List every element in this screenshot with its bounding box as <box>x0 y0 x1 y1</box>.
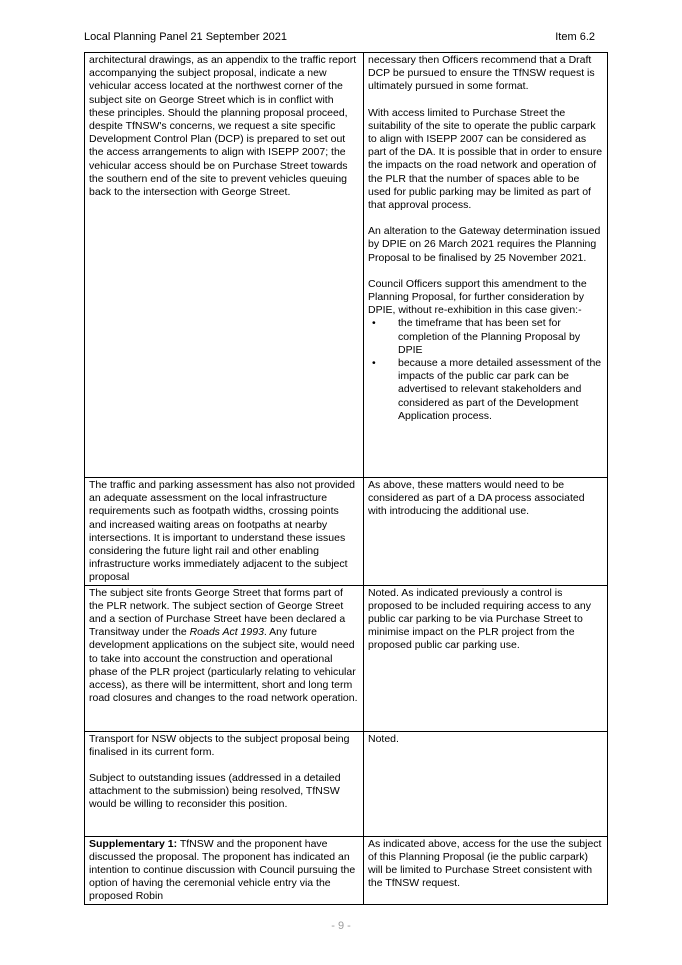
submission-paragraph <box>89 587 359 706</box>
response-paragraph: As above, these matters would need to be considered as part of a DA process associated with introducing the additional use. <box>368 479 585 518</box>
submission-cell <box>85 53 364 478</box>
response-paragraph: An alteration to the Gateway determination issued by DPIE on 26 March 2021 requires the Planning Proposal to be finalised by 25 November 2021. <box>368 225 601 264</box>
submission-paragraph: The traffic and parking assessment has also not provided an adequate assessment on the local infrastructure requirements such as footpath widths, crossing points and increased waiting areas on footpaths at nearby intersections. It is important to understand these issues considering the future light rail and other enabling infrastructure works immediately adjacent to the subject proposal <box>89 479 355 584</box>
submission-text: TfNSW and the proponent have discussed the proposal. The proponent has indicated an intention to continue discussion with Council pursuing the option of having the ceremonial vehicle entry via the proposed Robin <box>89 837 356 903</box>
submission-cell <box>85 836 364 904</box>
response-cell <box>364 478 608 586</box>
table-row <box>85 585 608 731</box>
submissions-table <box>84 52 608 905</box>
response-paragraph: Council Officers support this amendment to the Planning Proposal, for further consideration by DPIE, without re-exhibition in this case given:- <box>368 277 587 317</box>
act-name: Roads Act 1993 <box>189 626 264 639</box>
supplementary-label: Supplementary 1: <box>89 837 178 850</box>
submission-paragraph: architectural drawings, as an appendix to the traffic report accompanying the subject proposal, indicate a new vehicular access located at the northwest corner of the subject site on George Street which is in conflict with these principles. Should the planning proposal proceed, despite TfNSW's concerns, we request a site specific Development Control Plan (DCP) is prepared to set out the access arrangements to align with ISEPP 2007; the vehicular access should be on Purchase Street towards the southern end of the site to prevent vehicles queuing back to the intersection with George Street. <box>89 54 357 199</box>
submission-text: The subject site fronts George Street that forms part of the PLR network. The subject section of George Street and a section of Purchase Street have been declared a Transitway under the <box>89 586 346 639</box>
response-cell <box>364 836 608 904</box>
submission-cell <box>85 731 364 836</box>
submission-paragraph: Subject to outstanding issues (addressed in a detailed attachment to the submission) being resolved, TfNSW would be willing to reconsider this position. <box>89 772 341 811</box>
submission-paragraph: Transport for NSW objects to the subject proposal being finalised in its current form. <box>89 732 350 758</box>
table-row <box>85 53 608 478</box>
submission-cell <box>85 585 364 731</box>
list-item: • the timeframe that has been set for completion of the Planning Proposal by DPIE <box>398 317 603 357</box>
table-row <box>85 731 608 836</box>
response-cell <box>364 585 608 731</box>
submission-text: . Any future development applications on the subject site, would need to take into account the construction and operational phase of the PLR project (particularly relating to vehicular access), as there will be intermittent, short and long term road closures and changes to the road network operation. <box>89 626 358 705</box>
response-paragraph: With access limited to Purchase Street the suitability of the site to operate the public carpark to align with ISEPP 2007 can be considered as part of the DA. It is possible that in order to ensure the impacts on the road network and operation of the PLR that the number of spaces able to be used for public parking may be limited as part of that approval process. <box>368 106 603 212</box>
table-row <box>85 836 608 904</box>
response-paragraph: necessary then Officers recommend that a Draft DCP be pursued to ensure the TfNSW request is ultimately pursued in some format. <box>368 54 595 93</box>
page-number: - 9 - <box>331 920 351 932</box>
response-bullet-list <box>368 317 603 423</box>
response-cell <box>364 53 608 478</box>
header-meeting-title: Local Planning Panel 21 September 2021 <box>84 31 288 43</box>
submission-cell <box>85 478 364 586</box>
response-cell <box>364 731 608 836</box>
submission-paragraph <box>89 838 359 904</box>
response-paragraph: As indicated above, access for the use the subject of this Planning Proposal (ie the public carpark) will be limited to Purchase Street consistent with the TfNSW request. <box>368 837 602 890</box>
table-row <box>85 478 608 586</box>
list-item: • because a more detailed assessment of the impacts of the public car park can be advertised to relevant stakeholders and considered as part of the Development Application process. <box>398 357 603 423</box>
response-paragraph: Noted. <box>368 732 399 745</box>
header-item-number: Item 6.2 <box>555 31 595 43</box>
response-paragraph: Noted. As indicated previously a control is proposed to be included requiring access to any public car parking to be via Purchase Street to minimise impact on the PLR project from the proposed public car parking use. <box>368 586 591 652</box>
